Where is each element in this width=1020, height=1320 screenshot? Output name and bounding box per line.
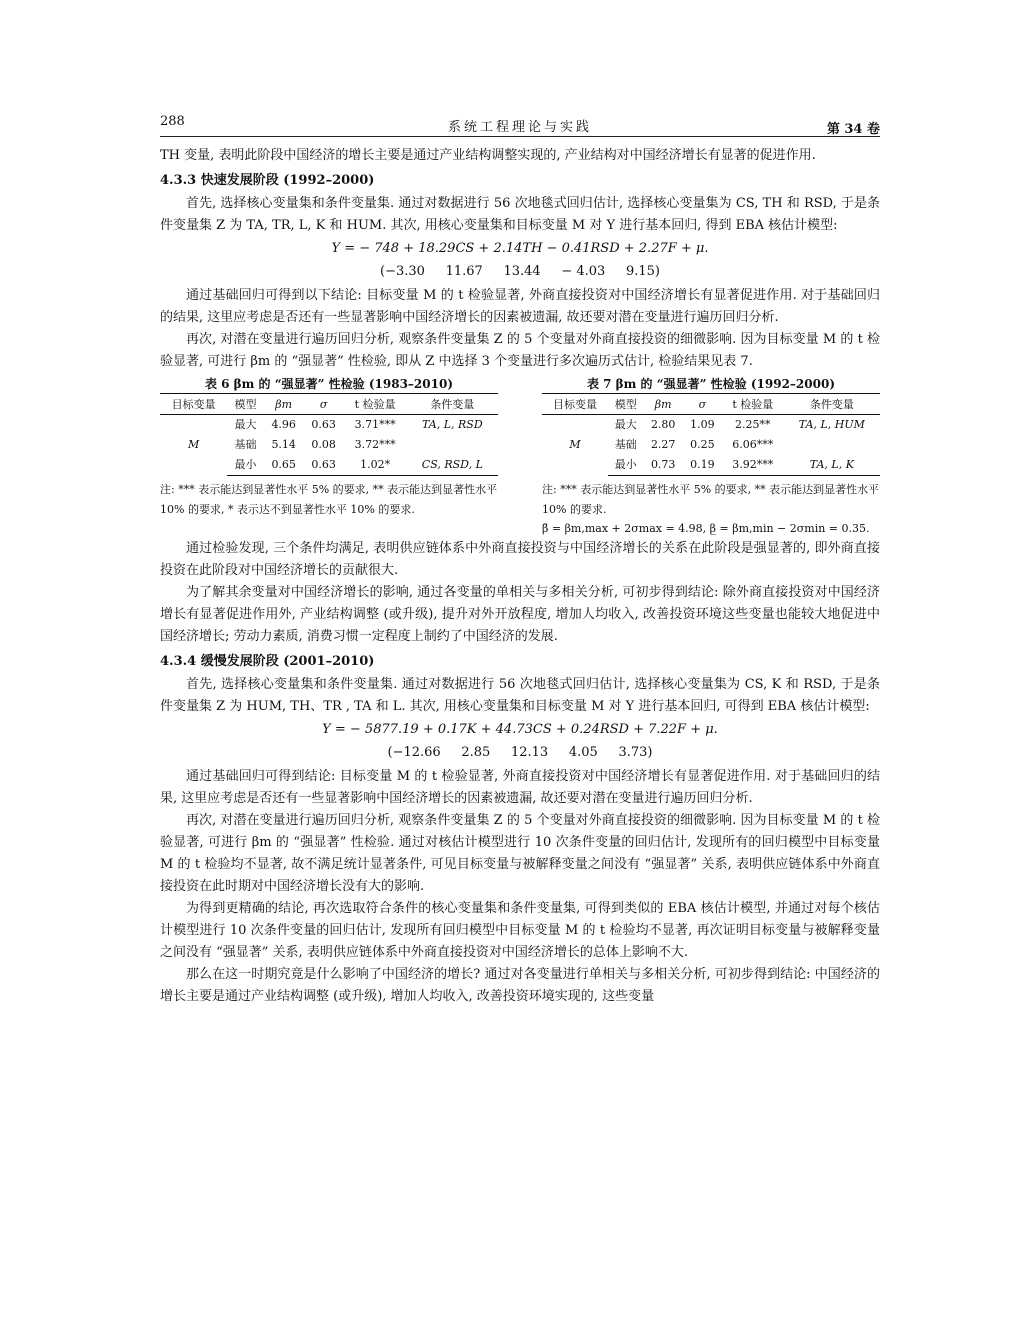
table-cell: 最小	[227, 455, 263, 476]
paragraph: 为了解其余变量对中国经济增长的影响, 通过各变量的单相关与多相关分析, 可初步得到结论: 除外商直接投资对中国经济增长有显著促进作用外, 产业结构调整 (或升级), 提升对外开放程度, 增加人均收入, 改善投资环境这些变量也能较大地促进中国经济增长; 劳动力素质, 消费习惯一定程度上制约了中国经济的发展.	[160, 585, 880, 644]
bounds-formula: β̄ = βm,max + 2σmax = 4.98, β̲ = βm,min − 2σmin = 0.35.	[542, 522, 870, 535]
volume-label: 第 34 卷	[826, 122, 880, 137]
table	[160, 393, 498, 476]
paragraph: 通过基础回归可得到结论: 目标变量 M 的 t 检验显著, 外商直接投资对中国经济增长有显著促进作用. 对于基础回归的结果, 这里应考虑是否还有一些显著影响中国经济增长的因素被遗漏, 故还要对潜在变量进行遍历回归分析.	[160, 769, 880, 806]
table-cell: 最大	[234, 418, 257, 431]
equation: Y = − 5877.19 + 0.17K + 44.73CS + 0.24RSD + 7.22F + μ.	[322, 722, 718, 737]
paragraph: TH 变量, 表明此阶段中国经济的增长主要是通过产业结构调整实现的, 产业结构对中国经济增长有显著的促进作用.	[160, 148, 816, 163]
paragraph: 通过检验发现, 三个条件均满足, 表明供应链体系中外商直接投资与中国经济增长的关系在此阶段是强显著的, 即外商直接投资在此阶段对中国经济增长的贡献很大.	[160, 541, 880, 578]
table-cell: 1.02*	[344, 455, 407, 476]
table-cell: 0.25	[690, 438, 715, 451]
table-cell: 最小	[608, 455, 644, 476]
equation-t-values: (−3.30 11.67 13.44 − 4.03 9.15)	[380, 264, 660, 279]
equation: Y = − 748 + 18.29CS + 2.14TH − 0.41RSD + 2.27F + μ.	[331, 241, 709, 256]
table-cell: 2.27	[650, 438, 676, 451]
table-cell: M	[569, 438, 581, 452]
table-cell: 基础	[614, 438, 637, 451]
table-cell	[784, 435, 880, 455]
table-cell: 1.09	[690, 418, 715, 431]
table-cell: 0.73	[644, 455, 683, 476]
column-header: 条件变量	[784, 394, 880, 415]
table-cell	[407, 435, 498, 455]
column-header: βm	[644, 394, 683, 415]
paragraph: 那么在这一时期究竟是什么影响了中国经济的增长? 通过对各变量进行单相关与多相关分析, 可初步得到结论: 中国经济的增长主要是通过产业结构调整 (或升级), 增加人均收入, 改善投资环境实现的, 这些变量	[160, 967, 880, 1004]
table-cell: 2.80	[650, 418, 676, 431]
table-cell: TA, L, K	[784, 455, 880, 476]
column-header: t 检验量	[344, 394, 407, 415]
paragraph: 首先, 选择核心变量集和条件变量集. 通过对数据进行 56 次地毯式回归估计, 选择核心变量集为 CS, K 和 RSD, 于是条件变量集 Z 为 HUM, TH、TR , TA 和 L. 其次, 用核心变量集和目标变量 M 对 Y 进行基本回归, 可得到 EBA 核估计模型:	[160, 677, 880, 714]
table-7	[542, 375, 880, 538]
table-cell: 最大	[614, 418, 637, 431]
table-note: 注: *** 表示能达到显著性水平 5% 的要求, ** 表示能达到显著性水平 10% 的要求, * 表示达不到显著性水平 10% 的要求.	[160, 483, 498, 516]
table-title: 表 6 βm 的 “强显著” 性检验 (1983–2010)	[204, 377, 454, 391]
paragraph: 再次, 对潜在变量进行遍历回归分析, 观察条件变量集 Z 的 5 个变量对外商直接投资的细微影响. 因为目标变量 M 的 t 检验显著, 可进行 βm 的 “强显著” 性检验. 通过对核估计模型进行 10 次条件变量的回归估计, 发现所有的回归模型中目标变量 M 的 t 检验均不显著, 故不满足统计显著条件, 可见目标变量与被解释变量之间没有 “强显著” 关系, 表明供应链体系中外商直接投资在此时期对中国经济增长没有大的影响.	[160, 813, 880, 894]
table-cell: 0.19	[683, 455, 722, 476]
table-cell: TA, L, HUM	[798, 418, 865, 431]
section-heading-4-3-4: 4.3.4 缓慢发展阶段 (2001–2010)	[160, 654, 375, 669]
journal-title: 系统工程理论与实践	[447, 120, 592, 135]
column-header: σ	[304, 394, 344, 415]
running-header	[160, 112, 880, 137]
table-note: 注: *** 表示能达到显著性水平 5% 的要求, ** 表示能达到显著性水平 10% 的要求.	[542, 483, 880, 516]
table-6	[160, 375, 498, 538]
table-cell: 基础	[234, 438, 257, 451]
table-cell: M	[188, 438, 200, 452]
table-row	[160, 415, 498, 436]
column-header: 目标变量	[160, 394, 227, 415]
paragraph: 通过基础回归可得到以下结论: 目标变量 M 的 t 检验显著, 外商直接投资对中国经济增长有显著促进作用. 对于基础回归的结果, 这里应考虑是否还有一些显著影响中国经济增长的因素被遗漏, 故还要对潜在变量进行遍历回归分析.	[160, 288, 880, 325]
table-cell: 5.14	[271, 438, 296, 451]
table-cell: 3.92***	[722, 455, 784, 476]
table-cell: 0.08	[311, 438, 336, 451]
column-header: t 检验量	[722, 394, 784, 415]
table-cell: 0.63	[311, 418, 336, 431]
column-header: βm	[264, 394, 304, 415]
table-cell: 3.71***	[354, 418, 396, 431]
column-header: 目标变量	[542, 394, 608, 415]
paragraph: 为得到更精确的结论, 再次选取符合条件的核心变量集和条件变量集, 可得到类似的 EBA 核估计模型, 并通过对每个核估计模型进行 10 次条件变量的回归估计, 发现所有回归模型中目标变量 M 的 t 检验均不显著, 再次证明目标变量与被解释变量之间没有 “强显著” 关系, 表明供应链体系中外商直接投资对中国经济增长的总体上影响不大.	[160, 901, 880, 960]
table-cell: CS, RSD, L	[407, 455, 498, 476]
equation-t-values: (−12.66 2.85 12.13 4.05 3.73)	[387, 745, 653, 760]
table-cell: 0.65	[264, 455, 304, 476]
table-cell: 2.25**	[735, 418, 771, 431]
table-title: 表 7 βm 的 “强显著” 性检验 (1992–2000)	[586, 377, 836, 391]
paragraph: 首先, 选择核心变量集和条件变量集. 通过对数据进行 56 次地毯式回归估计, 选择核心变量集为 CS, TH 和 RSD, 于是条件变量集 Z 为 TA, TR, L, K 和 HUM. 其次, 用核心变量集和目标变量 M 对 Y 进行基本回归, 得到 EBA 核估计模型:	[160, 196, 880, 233]
paragraph: 再次, 对潜在变量进行遍历回归分析, 观察条件变量集 Z 的 5 个变量对外商直接投资的细微影响. 因为目标变量 M 的 t 检验显著, 可进行 βm 的 “强显著” 性检验, 即从 Z 中选择 3 个变量进行多次遍历式估计, 检验结果见表 7.	[160, 332, 880, 369]
column-header: 条件变量	[407, 394, 498, 415]
table-cell: 6.06***	[732, 438, 774, 451]
table-row	[542, 415, 880, 436]
column-header: 模型	[608, 394, 644, 415]
paper-page	[160, 112, 880, 1008]
column-header: σ	[683, 394, 722, 415]
page-number: 288	[160, 114, 185, 129]
table-cell: 0.63	[304, 455, 344, 476]
table	[542, 393, 880, 476]
column-header: 模型	[227, 394, 263, 415]
table-cell: TA, L, RSD	[422, 418, 483, 431]
table-cell: 4.96	[271, 418, 296, 431]
section-heading-4-3-3: 4.3.3 快速发展阶段 (1992–2000)	[160, 173, 375, 188]
table-cell: 3.72***	[354, 438, 396, 451]
tables-row	[160, 375, 880, 538]
